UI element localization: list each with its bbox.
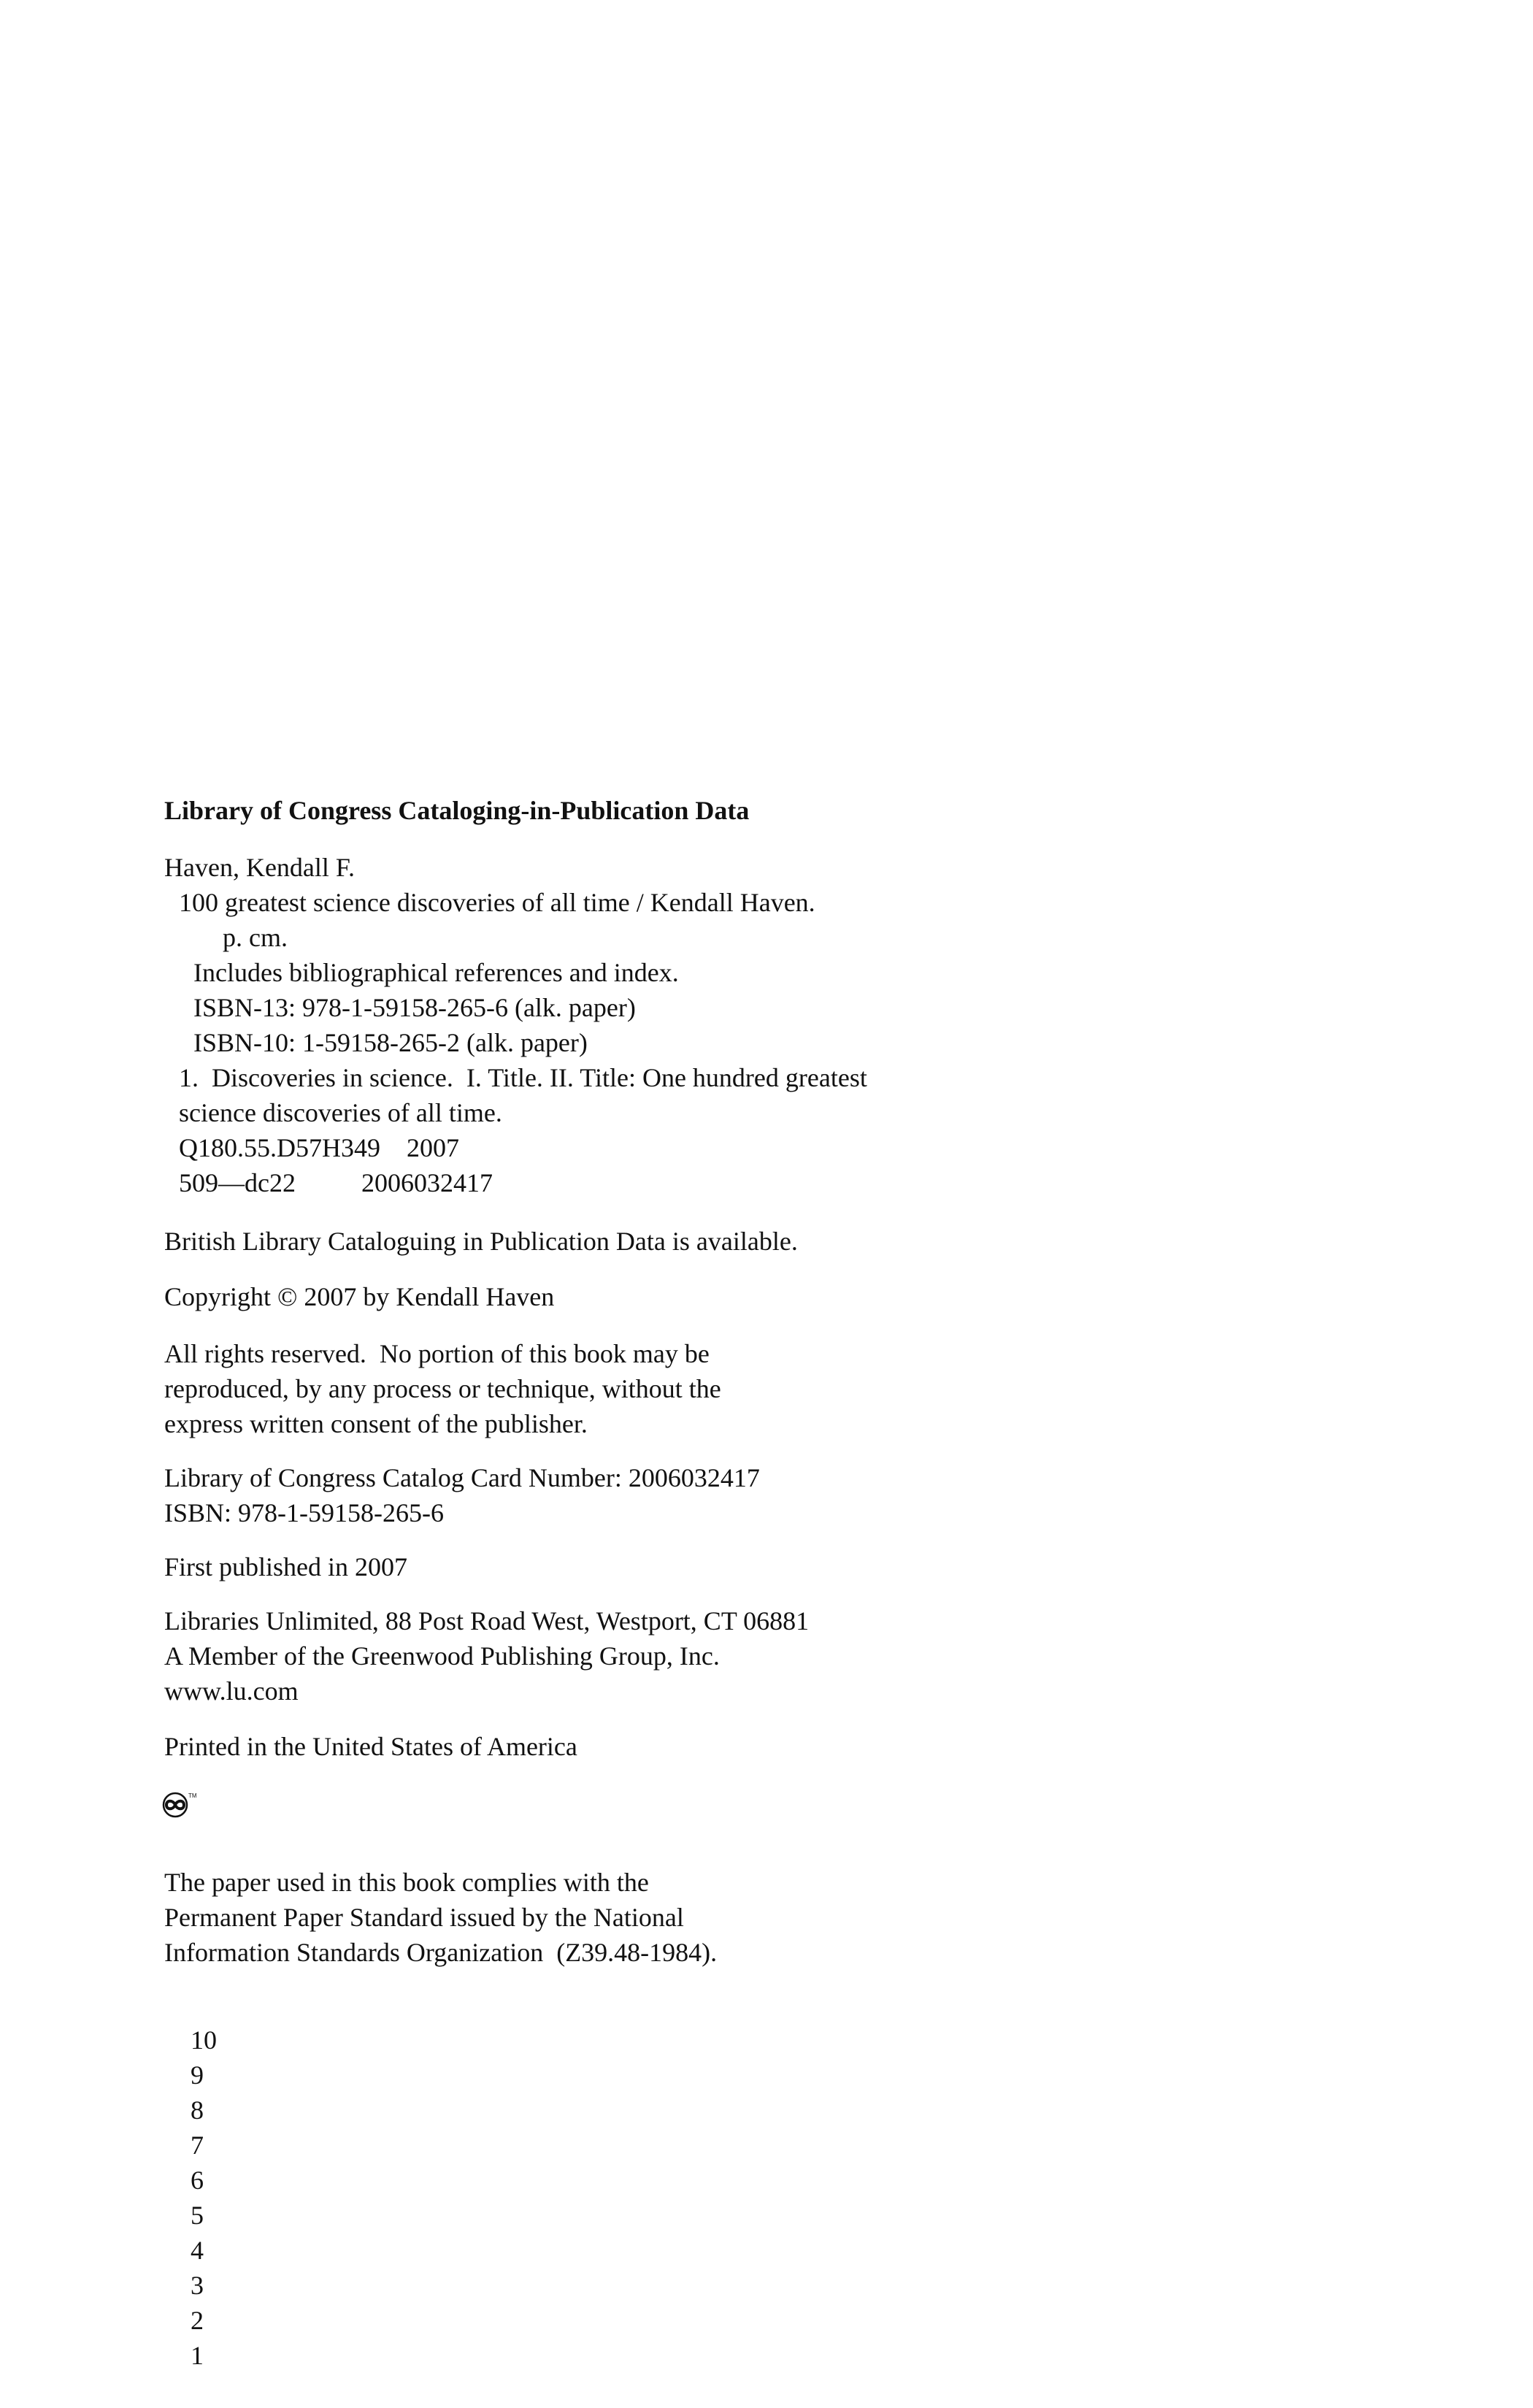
rights-line-1: All rights reserved. No portion of this book may be [164,1339,710,1368]
infinity-paper-icon [159,1789,203,1818]
printing-number: 6 [191,2166,204,2195]
lccn-line: Library of Congress Catalog Card Number: 2006032417 [164,1463,760,1492]
cip-title-line: 100 greatest science discoveries of all time / Kendall Haven. [179,888,815,917]
paper-notice-line-1: The paper used in this book complies with the [164,1868,649,1897]
copyright-line: Copyright © 2007 by Kendall Haven [164,1282,555,1311]
cip-call-number: Q180.55.D57H349 2007 [179,1133,459,1162]
printing-number: 3 [191,2271,204,2300]
trademark-mark: TM [188,1792,197,1799]
printing-number: 1 [191,2341,204,2370]
rights-line-3: express written consent of the publisher. [164,1409,588,1438]
rights-line-2: reproduced, by any process or technique, without the [164,1374,721,1403]
cip-heading: Library of Congress Cataloging-in-Publication Data [164,796,750,825]
publisher-url: www.lu.com [164,1676,299,1706]
printing-number: 9 [191,2060,204,2090]
printing-number-line [164,1987,237,2408]
cip-subjects-1: 1. Discoveries in science. I. Title. II. Title: One hundred greatest [179,1063,867,1092]
paper-notice-line-3: Information Standards Organization (Z39.48-1984). [164,1938,718,1967]
printing-number: 7 [191,2131,204,2160]
publisher-line-2: A Member of the Greenwood Publishing Group, Inc. [164,1641,720,1671]
cip-includes: Includes bibliographical references and index. [193,958,679,987]
paper-notice-line-2: Permanent Paper Standard issued by the National [164,1903,684,1932]
cip-subjects-2: science discoveries of all time. [179,1098,502,1127]
british-library-note: British Library Cataloguing in Publication Data is available. [164,1227,798,1256]
cip-dewey: 509—dc22 2006032417 [179,1168,493,1197]
printing-number: 2 [191,2306,204,2335]
cip-author: Haven, Kendall F. [164,853,356,882]
printing-number: 10 [191,2025,217,2055]
printing-number: 4 [191,2236,204,2265]
printing-number: 8 [191,2096,204,2125]
cip-record [164,885,1186,1206]
cip-pcm: p. cm. [223,923,288,952]
cip-isbn13: ISBN-13: 978-1-59158-265-6 (alk. paper) [193,993,636,1022]
cip-isbn10: ISBN-10: 1-59158-265-2 (alk. paper) [193,1028,588,1057]
isbn-line: ISBN: 978-1-59158-265-6 [164,1498,444,1527]
publisher-line-1: Libraries Unlimited, 88 Post Road West, Westport, CT 06881 [164,1606,810,1636]
printed-in: Printed in the United States of America [164,1732,577,1761]
printing-number: 5 [191,2201,204,2230]
first-published: First published in 2007 [164,1552,408,1581]
